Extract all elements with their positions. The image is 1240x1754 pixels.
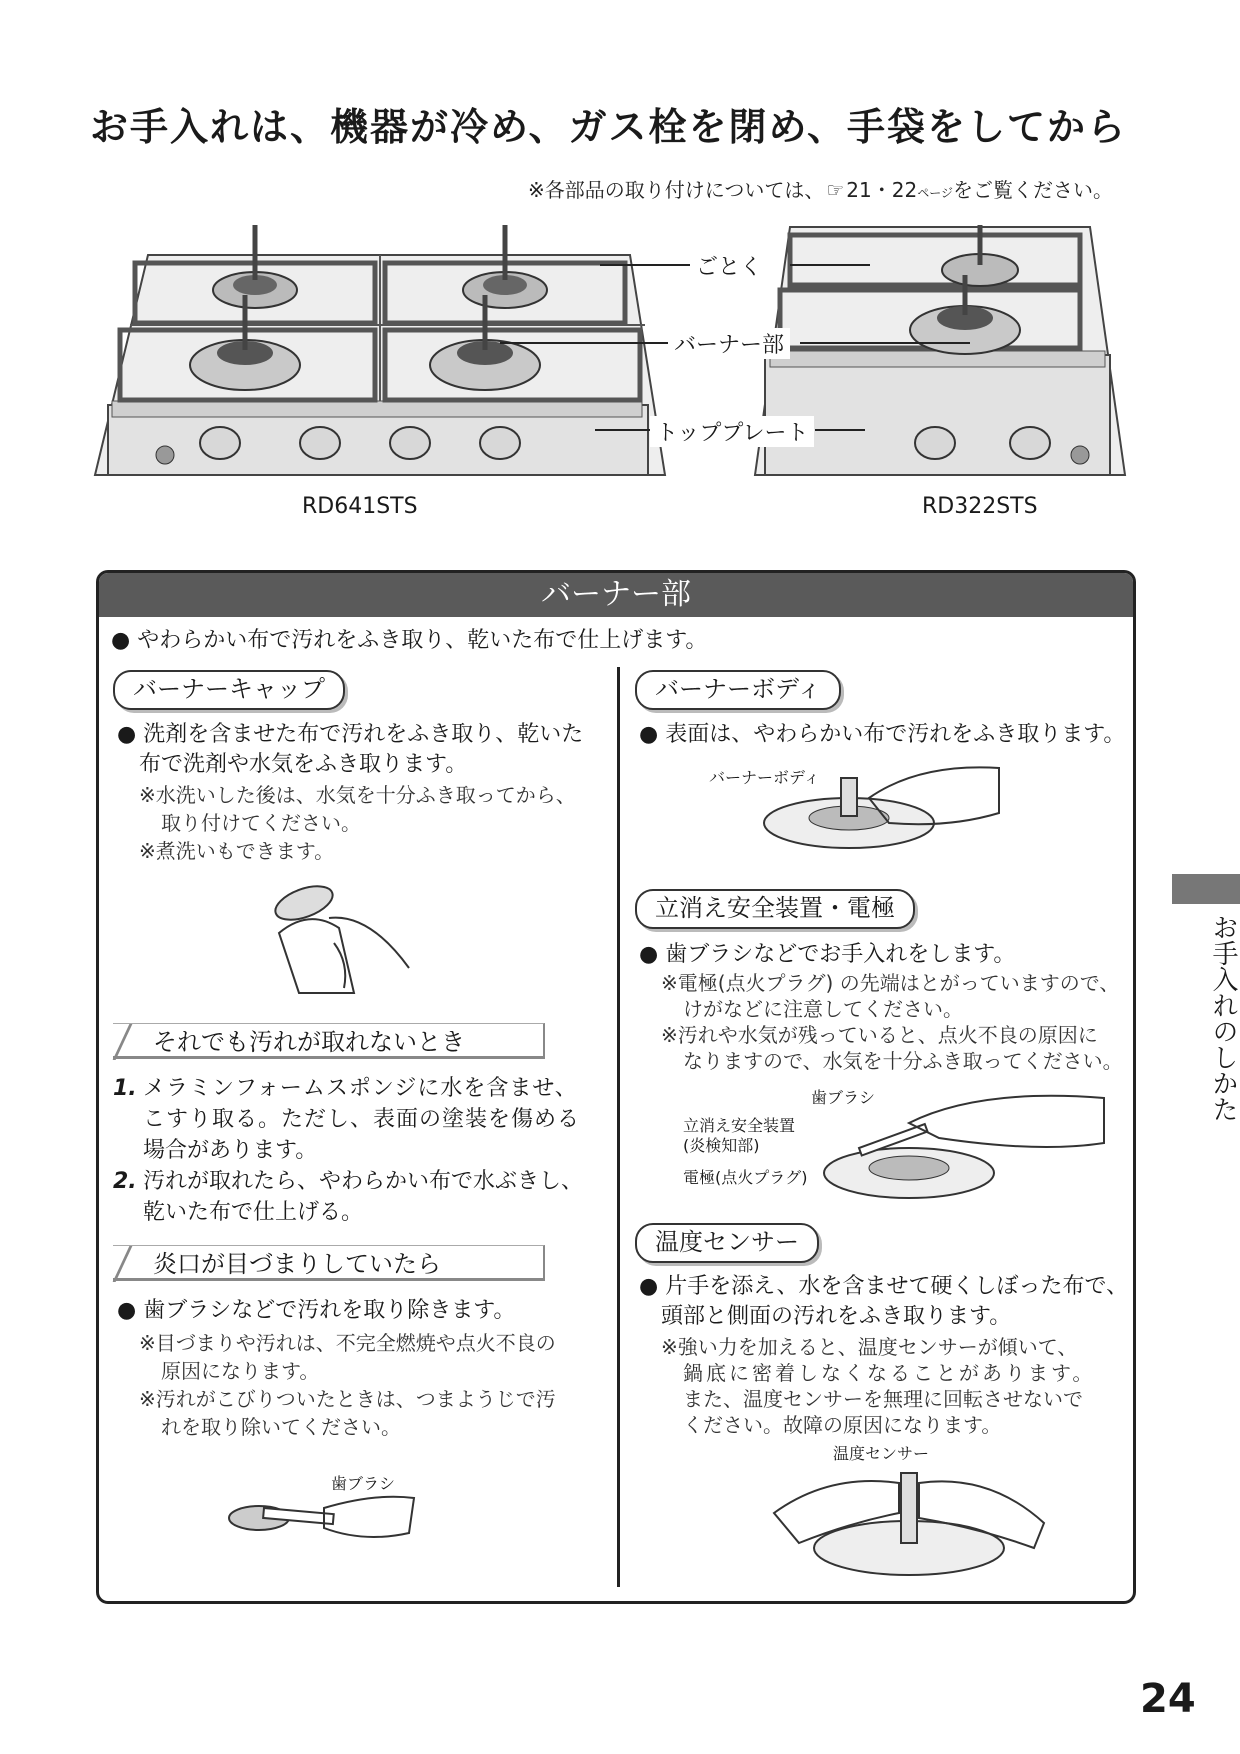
reference-suffix: をご覧ください。 <box>952 178 1113 202</box>
callout-top-plate: トッププレート <box>650 416 814 447</box>
clogged-note2b: れを取り除いてください。 <box>161 1415 401 1439</box>
burner-body-line1: ● 表面は、やわらかい布で汚れをふき取ります。 <box>639 722 1126 747</box>
burner-cap-note1a: ※水洗いした後は、水気を十分ふき取ってから、 <box>139 783 576 807</box>
panel-intro: ● やわらかい布で汚れをふき取り、乾いた布で仕上げます。 <box>111 628 708 653</box>
temperature-sensor-wiping-illustration <box>769 1453 1049 1583</box>
rd641sts-illustration <box>95 225 665 475</box>
safety-line1: ● 歯ブラシなどでお手入れをします。 <box>639 942 1016 967</box>
sensor-note1d: ください。故障の原因になります。 <box>683 1413 1002 1437</box>
model-label-rd322sts: RD322STS <box>922 494 1038 519</box>
safety-toothbrush-caption: 歯ブラシ <box>811 1088 876 1107</box>
step1-line-b: こすり取る。ただし、表面の塗装を傷める <box>143 1107 581 1132</box>
step2-line-b: 乾いた布で仕上げる。 <box>143 1200 364 1225</box>
burner-cap-note2: ※煮洗いもできます。 <box>139 839 335 863</box>
reference-prefix: ※各部品の取り付けについては、 <box>528 178 825 202</box>
callout-trivet: ごとく <box>690 250 768 281</box>
column-divider <box>617 667 620 1587</box>
electrode-caption: 電極(点火プラグ) <box>683 1168 808 1187</box>
step1-line-a: メラミンフォームスポンジに水を含ませ、 <box>143 1076 578 1101</box>
reference-pages: 21・22 <box>846 178 918 202</box>
sensor-line2: 頭部と側面の汚れをふき取ります。 <box>661 1304 1012 1329</box>
reference-page-unit: ページ <box>917 186 953 200</box>
still-dirty-heading: それでも汚れが取れないとき <box>113 1023 545 1059</box>
model-label-rd641sts: RD641STS <box>302 494 418 519</box>
page-title: お手入れは、機器が冷め、ガス栓を閉め、手袋をしてから <box>90 104 1127 149</box>
safety-note1b: けがなどに注意してください。 <box>683 997 963 1021</box>
safety-note1a: ※電極(点火プラグ) の先端はとがっていますので、 <box>661 971 1120 995</box>
temperature-sensor-heading: 温度センサー <box>635 1223 819 1263</box>
temperature-sensor-caption: 温度センサー <box>833 1444 930 1463</box>
burner-cap-heading: バーナーキャップ <box>113 670 345 710</box>
callout-burner: バーナー部 <box>668 328 790 359</box>
burner-body-wiping-illustration <box>749 753 1009 863</box>
stove-diagram <box>90 225 1140 490</box>
pointing-hand-icon: ☞ <box>826 178 845 202</box>
clogged-note1b: 原因になります。 <box>161 1359 320 1383</box>
page-number: 24 <box>1140 1676 1196 1722</box>
step2-number: 2. <box>113 1169 137 1194</box>
step2-line-a: 汚れが取れたら、やわらかい布で水ぶきし、 <box>143 1169 584 1194</box>
sensor-note1c: また、温度センサーを無理に回転させないで <box>683 1387 1083 1411</box>
burner-cap-note1b: 取り付けてください。 <box>161 811 361 835</box>
clogged-note2a: ※汚れがこびりついたときは、つまようじで汚 <box>139 1387 556 1411</box>
section-side-tab <box>1172 874 1240 904</box>
burner-cap-line1: ● 洗剤を含ませた布で汚れをふき取り、乾いた <box>117 722 584 747</box>
toothbrush-caption-left: 歯ブラシ <box>331 1474 396 1493</box>
safety-device-cleaning-illustration <box>819 1093 1109 1203</box>
panel-header: バーナー部 <box>99 573 1133 617</box>
sensor-line1: ● 片手を添え、水を含ませて硬くしぼった布で、 <box>639 1274 1129 1299</box>
burner-cap-washing-illustration <box>259 873 419 1003</box>
clogged-heading: 炎口が目づまりしていたら <box>113 1245 545 1281</box>
flame-detector-caption: (炎検知部) <box>683 1136 760 1155</box>
safety-device-caption: 立消え安全装置 <box>683 1116 796 1135</box>
burner-care-panel <box>96 570 1136 1604</box>
burner-body-heading: バーナーボディ <box>635 670 841 710</box>
safety-note2b: なりますので、水気を十分ふき取ってください。 <box>683 1049 1123 1073</box>
clogged-note1a: ※目づまりや汚れは、不完全燃焼や点火不良の <box>139 1331 556 1355</box>
toothbrush-cleaning-illustration <box>224 1478 424 1548</box>
section-side-title: お手入れのしかた <box>1208 914 1238 1122</box>
sensor-note1b: 鍋底に密着しなくなることがあります。 <box>683 1361 1096 1385</box>
burner-body-caption: バーナーボディ <box>709 768 820 787</box>
sensor-note1a: ※強い力を加えると、温度センサーが傾いて、 <box>661 1335 1078 1359</box>
step1-line-c: 場合があります。 <box>143 1138 318 1163</box>
reference-note <box>528 174 1113 203</box>
step1-number: 1. <box>113 1076 137 1101</box>
clogged-line1: ● 歯ブラシなどで汚れを取り除きます。 <box>117 1298 516 1323</box>
burner-cap-line2: 布で洗剤や水気をふき取ります。 <box>139 752 468 777</box>
safety-note2a: ※汚れや水気が残っていると、点火不良の原因に <box>661 1023 1098 1047</box>
safety-device-heading: 立消え安全装置・電極 <box>635 889 915 929</box>
